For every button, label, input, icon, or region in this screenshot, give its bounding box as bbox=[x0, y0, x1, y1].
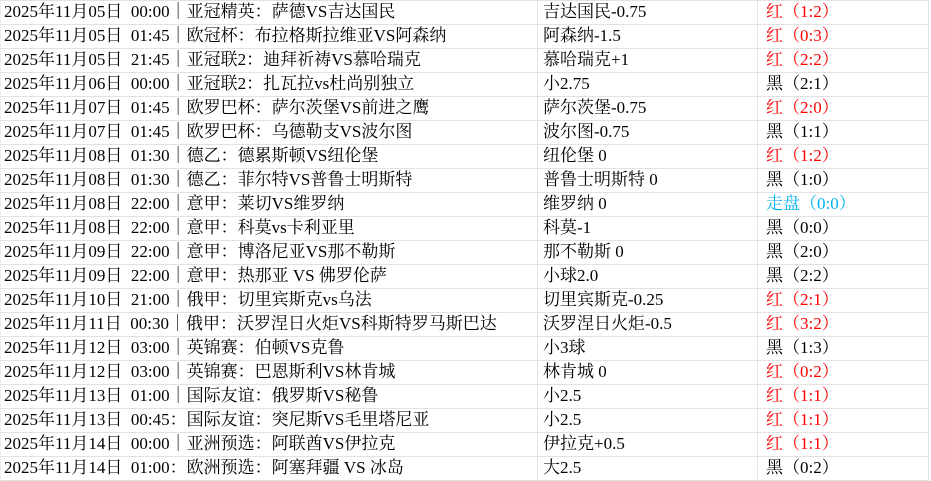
match-cell: 2025年11月12日 03:00｜英锦赛：伯顿VS克鲁 bbox=[1, 337, 538, 360]
handicap-cell: 纽伦堡 0 bbox=[538, 145, 758, 168]
table-row bbox=[1, 121, 929, 145]
result-cell: 红（2:0） bbox=[758, 97, 929, 120]
match-cell: 2025年11月08日 01:30｜德乙：菲尔特VS普鲁士明斯特 bbox=[1, 169, 538, 192]
table-row bbox=[1, 241, 929, 265]
handicap-cell: 伊拉克+0.5 bbox=[538, 433, 758, 456]
match-cell: 2025年11月05日 21:45｜亚冠联2：迪拜祈祷VS慕哈瑞克 bbox=[1, 49, 538, 72]
handicap-cell: 小2.5 bbox=[538, 409, 758, 432]
match-cell: 2025年11月07日 01:45｜欧罗巴杯：乌德勒支VS波尔图 bbox=[1, 121, 538, 144]
table-row bbox=[1, 457, 929, 481]
handicap-cell: 慕哈瑞克+1 bbox=[538, 49, 758, 72]
result-cell: 红（2:2） bbox=[758, 49, 929, 72]
table-row bbox=[1, 313, 929, 337]
handicap-cell: 阿森纳-1.5 bbox=[538, 25, 758, 48]
handicap-cell: 那不勒斯 0 bbox=[538, 241, 758, 264]
handicap-cell: 小球2.0 bbox=[538, 265, 758, 288]
result-cell: 黑（1:0） bbox=[758, 169, 929, 192]
match-cell: 2025年11月06日 00:00｜亚冠联2：扎瓦拉vs杜尚别独立 bbox=[1, 73, 538, 96]
handicap-cell: 波尔图-0.75 bbox=[538, 121, 758, 144]
result-cell: 红（1:2） bbox=[758, 1, 929, 24]
match-cell: 2025年11月14日 01:00：欧洲预选：阿塞拜疆 VS 冰岛 bbox=[1, 457, 538, 480]
handicap-cell: 萨尔茨堡-0.75 bbox=[538, 97, 758, 120]
match-cell: 2025年11月11日 00:30｜俄甲：沃罗涅日火炬VS科斯特罗马斯巴达 bbox=[1, 313, 538, 336]
table-row bbox=[1, 433, 929, 457]
table-row bbox=[1, 193, 929, 217]
handicap-cell: 大2.5 bbox=[538, 457, 758, 480]
result-cell: 红（0:3） bbox=[758, 25, 929, 48]
handicap-cell: 维罗纳 0 bbox=[538, 193, 758, 216]
table-row bbox=[1, 385, 929, 409]
match-cell: 2025年11月05日 00:00｜亚冠精英：萨德VS吉达国民 bbox=[1, 1, 538, 24]
result-cell: 红（1:2） bbox=[758, 145, 929, 168]
match-cell: 2025年11月14日 00:00｜亚洲预选：阿联酋VS伊拉克 bbox=[1, 433, 538, 456]
match-cell: 2025年11月12日 03:00｜英锦赛：巴恩斯利VS林肯城 bbox=[1, 361, 538, 384]
match-cell: 2025年11月08日 22:00｜意甲：科莫vs卡利亚里 bbox=[1, 217, 538, 240]
result-cell: 黑（1:1） bbox=[758, 121, 929, 144]
table-row bbox=[1, 1, 929, 25]
match-cell: 2025年11月09日 22:00｜意甲：热那亚 VS 佛罗伦萨 bbox=[1, 265, 538, 288]
result-cell: 黑（1:3） bbox=[758, 337, 929, 360]
match-cell: 2025年11月10日 21:00｜俄甲：切里宾斯克vs乌法 bbox=[1, 289, 538, 312]
result-cell: 红（1:1） bbox=[758, 433, 929, 456]
table-row bbox=[1, 265, 929, 289]
match-cell: 2025年11月07日 01:45｜欧罗巴杯：萨尔茨堡VS前进之鹰 bbox=[1, 97, 538, 120]
table-row bbox=[1, 361, 929, 385]
result-cell: 红（1:1） bbox=[758, 385, 929, 408]
table-row bbox=[1, 169, 929, 193]
handicap-cell: 切里宾斯克-0.25 bbox=[538, 289, 758, 312]
match-cell: 2025年11月08日 22:00｜意甲：莱切VS维罗纳 bbox=[1, 193, 538, 216]
match-cell: 2025年11月13日 00:45：国际友谊：突尼斯VS毛里塔尼亚 bbox=[1, 409, 538, 432]
results-table-body bbox=[1, 1, 929, 481]
table-row bbox=[1, 73, 929, 97]
result-cell: 红（2:1） bbox=[758, 289, 929, 312]
result-cell: 红（3:2） bbox=[758, 313, 929, 336]
handicap-cell: 沃罗涅日火炬-0.5 bbox=[538, 313, 758, 336]
handicap-cell: 普鲁士明斯特 0 bbox=[538, 169, 758, 192]
handicap-cell: 小2.5 bbox=[538, 385, 758, 408]
result-cell: 黑（0:2） bbox=[758, 457, 929, 480]
result-cell: 黑（2:1） bbox=[758, 73, 929, 96]
table-row bbox=[1, 337, 929, 361]
result-cell: 走盘（0:0） bbox=[758, 193, 929, 216]
result-cell: 红（1:1） bbox=[758, 409, 929, 432]
handicap-cell: 林肯城 0 bbox=[538, 361, 758, 384]
handicap-cell: 小2.75 bbox=[538, 73, 758, 96]
match-cell: 2025年11月05日 01:45｜欧冠杯：布拉格斯拉维亚VS阿森纳 bbox=[1, 25, 538, 48]
table-row bbox=[1, 97, 929, 121]
handicap-cell: 吉达国民-0.75 bbox=[538, 1, 758, 24]
match-cell: 2025年11月13日 01:00｜国际友谊：俄罗斯VS秘鲁 bbox=[1, 385, 538, 408]
match-cell: 2025年11月09日 22:00｜意甲：博洛尼亚VS那不勒斯 bbox=[1, 241, 538, 264]
table-row bbox=[1, 217, 929, 241]
table-row bbox=[1, 25, 929, 49]
match-cell: 2025年11月08日 01:30｜德乙：德累斯顿VS纽伦堡 bbox=[1, 145, 538, 168]
handicap-cell: 小3球 bbox=[538, 337, 758, 360]
result-cell: 黑（2:2） bbox=[758, 265, 929, 288]
table-row bbox=[1, 145, 929, 169]
table-row bbox=[1, 289, 929, 313]
handicap-cell: 科莫-1 bbox=[538, 217, 758, 240]
result-cell: 红（0:2） bbox=[758, 361, 929, 384]
result-cell: 黑（0:0） bbox=[758, 217, 929, 240]
result-cell: 黑（2:0） bbox=[758, 241, 929, 264]
table-row bbox=[1, 49, 929, 73]
table-row bbox=[1, 409, 929, 433]
